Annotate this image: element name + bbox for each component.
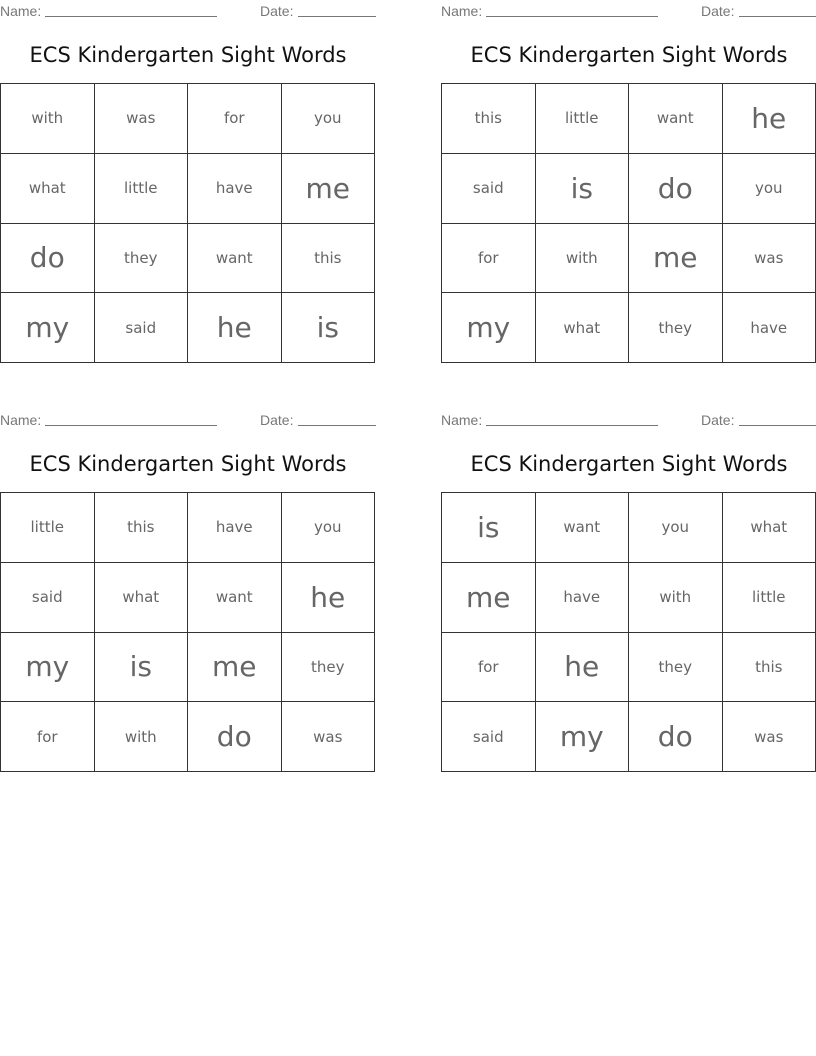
- word-grid: [441, 492, 816, 772]
- word-cell: was: [722, 223, 816, 293]
- card-header: [0, 3, 376, 19]
- word-cell: what: [94, 562, 188, 632]
- word-cell: do: [188, 702, 282, 772]
- word-cell: little: [1, 493, 95, 563]
- name-blank-line: [486, 412, 658, 426]
- word-cell: have: [188, 153, 282, 223]
- grid-row: [1, 153, 375, 223]
- word-cell: is: [442, 493, 536, 563]
- word-cell: me: [629, 223, 723, 293]
- name-blank-line: [45, 3, 217, 17]
- card-title: ECS Kindergarten Sight Words: [29, 452, 347, 476]
- word-cell: this: [94, 493, 188, 563]
- word-cell: little: [535, 84, 629, 154]
- word-cell: he: [722, 84, 816, 154]
- bingo-card: [441, 409, 816, 774]
- grid-row: [1, 293, 375, 363]
- word-cell: have: [722, 293, 816, 363]
- date-blank-line: [739, 3, 816, 17]
- word-cell: this: [281, 223, 375, 293]
- word-grid: [441, 83, 816, 363]
- word-cell: my: [442, 293, 536, 363]
- grid-row: [442, 702, 816, 772]
- date-label: Date:: [260, 412, 294, 428]
- name-label: Name:: [441, 412, 483, 428]
- word-cell: me: [188, 632, 282, 702]
- word-cell: do: [629, 702, 723, 772]
- grid-row: [442, 84, 816, 154]
- word-cell: what: [722, 493, 816, 563]
- word-cell: have: [535, 562, 629, 632]
- card-header: [441, 412, 816, 428]
- grid-row: [1, 562, 375, 632]
- word-cell: was: [94, 84, 188, 154]
- word-cell: is: [94, 632, 188, 702]
- grid-row: [1, 702, 375, 772]
- word-cell: with: [535, 223, 629, 293]
- date-blank-line: [298, 3, 376, 17]
- word-cell: you: [281, 493, 375, 563]
- date-label: Date:: [260, 3, 294, 19]
- word-cell: said: [1, 562, 95, 632]
- word-cell: do: [629, 153, 723, 223]
- word-cell: said: [94, 293, 188, 363]
- card-title: ECS Kindergarten Sight Words: [470, 43, 788, 67]
- name-label: Name:: [0, 412, 42, 428]
- card-header: [0, 412, 376, 428]
- word-cell: my: [535, 702, 629, 772]
- word-cell: for: [442, 632, 536, 702]
- word-cell: is: [535, 153, 629, 223]
- name-blank-line: [486, 3, 658, 17]
- word-cell: with: [1, 84, 95, 154]
- name-blank-line: [45, 412, 217, 426]
- word-cell: was: [281, 702, 375, 772]
- grid-row: [442, 562, 816, 632]
- word-cell: me: [281, 153, 375, 223]
- word-cell: what: [535, 293, 629, 363]
- word-cell: you: [281, 84, 375, 154]
- word-cell: with: [629, 562, 723, 632]
- word-cell: you: [722, 153, 816, 223]
- word-cell: you: [629, 493, 723, 563]
- bingo-card: [0, 409, 376, 774]
- bingo-card: [0, 0, 376, 365]
- word-cell: want: [188, 562, 282, 632]
- word-cell: said: [442, 702, 536, 772]
- word-cell: my: [1, 632, 95, 702]
- grid-row: [442, 153, 816, 223]
- word-cell: with: [94, 702, 188, 772]
- grid-row: [1, 493, 375, 563]
- word-cell: he: [188, 293, 282, 363]
- grid-row: [442, 632, 816, 702]
- grid-row: [442, 493, 816, 563]
- word-cell: said: [442, 153, 536, 223]
- word-cell: he: [281, 562, 375, 632]
- grid-row: [1, 223, 375, 293]
- word-cell: me: [442, 562, 536, 632]
- grid-row: [442, 293, 816, 363]
- word-cell: they: [94, 223, 188, 293]
- word-cell: my: [1, 293, 95, 363]
- word-cell: want: [535, 493, 629, 563]
- word-cell: for: [442, 223, 536, 293]
- word-grid: [0, 492, 375, 772]
- grid-row: [1, 632, 375, 702]
- word-cell: this: [442, 84, 536, 154]
- word-cell: they: [629, 632, 723, 702]
- word-cell: they: [629, 293, 723, 363]
- date-label: Date:: [701, 3, 735, 19]
- word-cell: for: [1, 702, 95, 772]
- word-cell: was: [722, 702, 816, 772]
- grid-row: [442, 223, 816, 293]
- bingo-card: [441, 0, 816, 365]
- word-cell: want: [629, 84, 723, 154]
- name-label: Name:: [441, 3, 483, 19]
- date-label: Date:: [701, 412, 735, 428]
- word-cell: for: [188, 84, 282, 154]
- word-cell: little: [94, 153, 188, 223]
- word-cell: is: [281, 293, 375, 363]
- card-title: ECS Kindergarten Sight Words: [470, 452, 788, 476]
- word-cell: little: [722, 562, 816, 632]
- word-cell: want: [188, 223, 282, 293]
- word-cell: they: [281, 632, 375, 702]
- word-cell: what: [1, 153, 95, 223]
- card-title: ECS Kindergarten Sight Words: [29, 43, 347, 67]
- word-grid: [0, 83, 375, 363]
- date-blank-line: [298, 412, 376, 426]
- word-cell: he: [535, 632, 629, 702]
- word-cell: have: [188, 493, 282, 563]
- card-header: [441, 3, 816, 19]
- name-label: Name:: [0, 3, 42, 19]
- grid-row: [1, 84, 375, 154]
- date-blank-line: [739, 412, 816, 426]
- word-cell: this: [722, 632, 816, 702]
- word-cell: do: [1, 223, 95, 293]
